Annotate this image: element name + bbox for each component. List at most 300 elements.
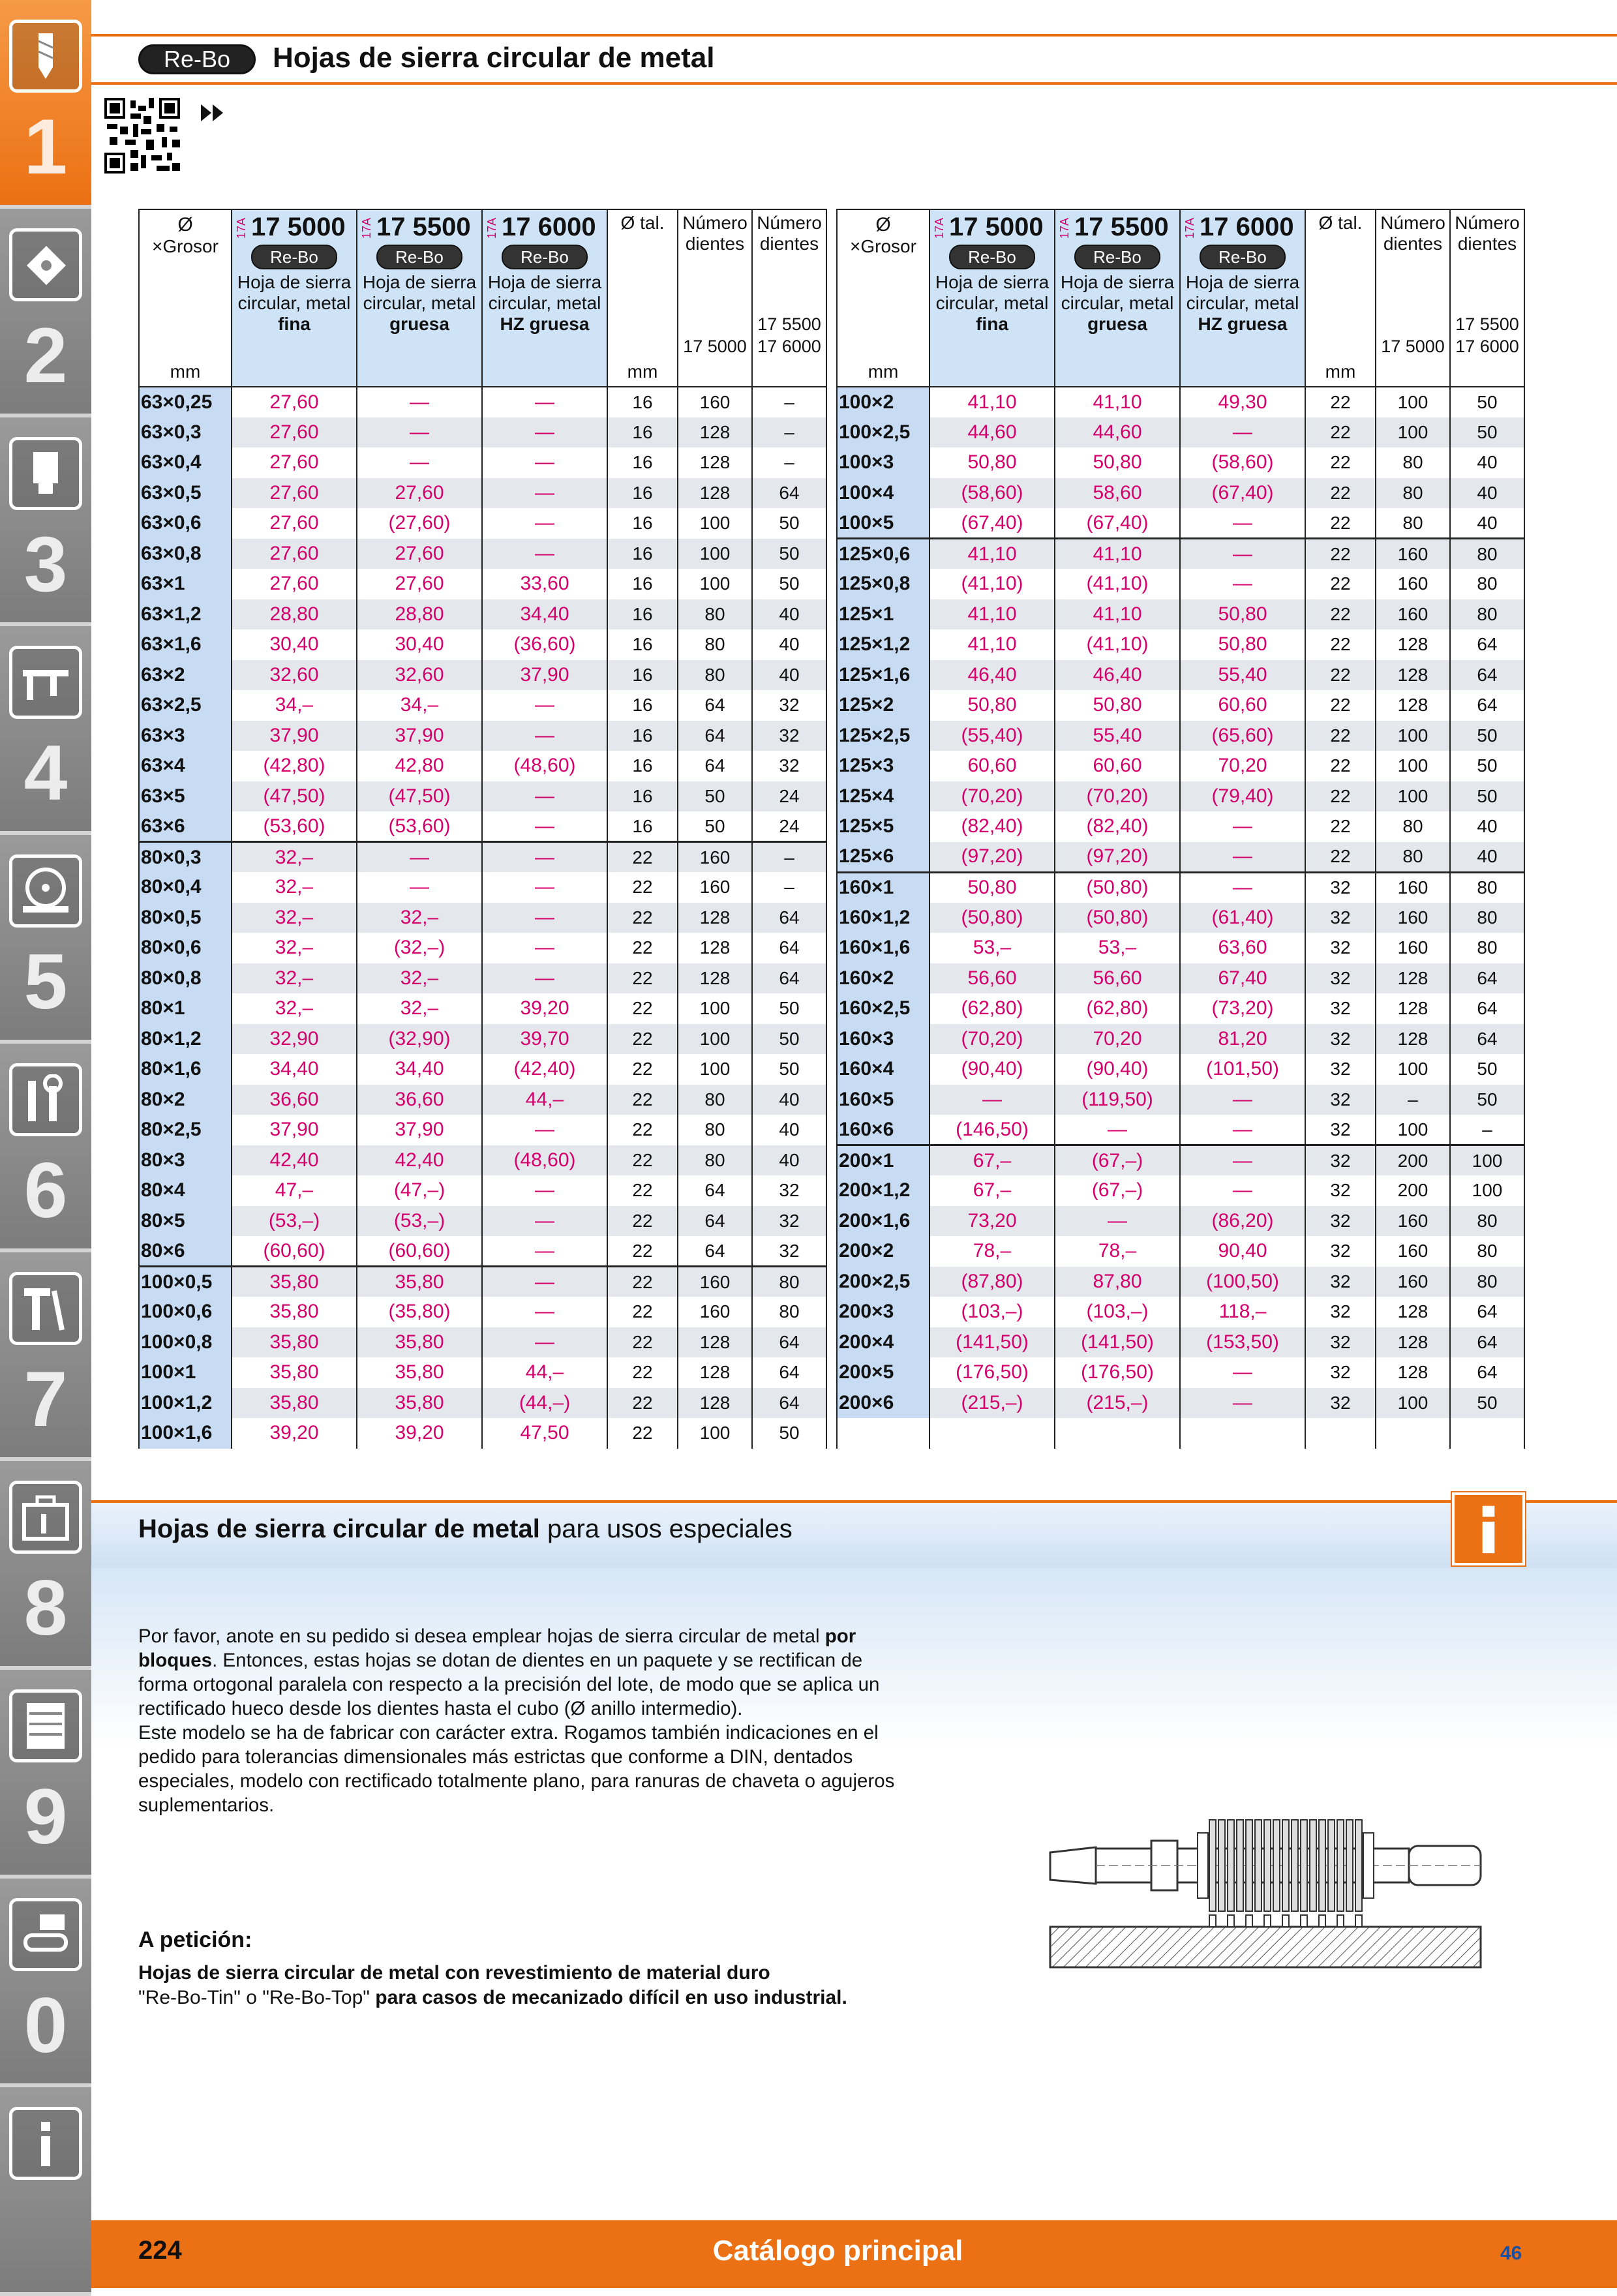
saw-blade-gang-drawing [1044,1787,1500,1970]
price-fina-cell: 27,60 [232,417,357,448]
price-fina-cell: 50,80 [929,690,1055,721]
price-fina-cell: 36,60 [232,1085,357,1115]
table-row[interactable] [837,690,1524,721]
table-row[interactable] [837,387,1524,417]
size-cell: 160×2,5 [837,993,929,1024]
table-row[interactable] [139,1175,826,1206]
bore-cell: 22 [607,1115,678,1145]
table-row[interactable] [837,811,1524,842]
price-fina-cell: (62,80) [929,993,1055,1024]
product-code: 17 5000 [949,213,1044,241]
teeth-a-cell: 128 [1376,963,1450,994]
table-row[interactable] [837,721,1524,751]
table-row[interactable] [139,963,826,994]
table-row[interactable] [139,660,826,691]
empty-cell [837,1418,929,1449]
bore-cell: 32 [1305,903,1376,933]
price-hz-gruesa-cell: 70,20 [1180,751,1305,781]
chapter-number: 1 [23,103,68,190]
size-cell: 63×1,6 [139,629,232,660]
table-row[interactable] [139,539,826,569]
teeth-b-cell: 64 [752,478,826,509]
table-row[interactable] [139,508,826,539]
size-cell: 125×0,8 [837,569,929,599]
price-fina-cell: — [929,1085,1055,1115]
teeth-a-cell: 128 [678,903,752,933]
col-size-header [139,209,232,387]
table-row[interactable] [139,1267,826,1297]
desc-line: Hoja de sierra [237,272,352,292]
teeth-b-cell: – [752,842,826,873]
price-gruesa-cell: 44,60 [1055,417,1180,448]
table-row[interactable] [837,629,1524,660]
teeth-b-cell: 40 [1450,811,1524,842]
desc-variant: fina [278,314,310,334]
table-row[interactable] [837,1175,1524,1206]
chapter-tab-8[interactable] [0,1461,91,1670]
table-row[interactable] [837,1024,1524,1055]
table-row[interactable] [837,993,1524,1024]
price-hz-gruesa-cell: (100,50) [1180,1267,1305,1297]
price-gruesa-cell: 32,60 [357,660,482,691]
size-cell: 200×6 [837,1388,929,1419]
size-cell: 100×2,5 [837,417,929,448]
teeth-a-cell: 160 [1376,539,1450,569]
table-row[interactable] [837,872,1524,903]
table-row[interactable] [139,1236,826,1267]
bore-cell: 22 [1305,629,1376,660]
table-row[interactable] [139,1327,826,1358]
bore-cell: 32 [1305,1085,1376,1115]
table-row[interactable] [837,1236,1524,1267]
price-gruesa-cell: (50,80) [1055,872,1180,903]
price-hz-gruesa-cell: — [1180,417,1305,448]
table-body-left [139,387,826,1449]
price-hz-gruesa-cell: — [482,1206,607,1237]
table-row[interactable] [139,417,826,448]
teeth-b-cell: 32 [752,1175,826,1206]
chapter-number: 3 [23,521,68,608]
col-product-gruesa[interactable] [357,209,482,387]
bore-cell: 16 [607,751,678,781]
request-heading: A petición: [138,1927,252,1952]
price-fina-cell: 42,40 [232,1145,357,1176]
table-row[interactable] [837,1327,1524,1358]
teeth-a-cell: 160 [1376,1206,1450,1237]
table-row[interactable] [837,1054,1524,1085]
price-fina-cell: (90,40) [929,1054,1055,1085]
price-hz-gruesa-cell: — [1180,1145,1305,1176]
size-cell: 80×1,2 [139,1024,232,1055]
info-paragraph-1 [138,1624,895,1721]
chapter-number: 6 [23,1147,68,1234]
teeth-b-cell: 80 [1450,539,1524,569]
price-fina-cell: 32,– [232,993,357,1024]
price-fina-cell: (70,20) [929,1024,1055,1055]
chapter-number: 0 [23,1982,68,2069]
pliers-icon [9,1272,82,1345]
table-row[interactable] [139,1024,826,1055]
brand-badge: Re-Bo [376,245,462,269]
table-row[interactable] [139,478,826,509]
table-row[interactable] [837,660,1524,691]
teeth-b-cell: 24 [752,781,826,812]
price-gruesa-cell: (67,–) [1055,1145,1180,1176]
table-row[interactable] [139,1206,826,1237]
table-row[interactable] [837,417,1524,448]
teeth-a-cell: 100 [1376,1388,1450,1419]
chapter-sidebar [0,0,91,2288]
chapter-tab-2[interactable] [0,209,91,417]
teeth-label: Número [1380,213,1445,233]
table-row[interactable] [139,903,826,933]
table-row[interactable] [139,1054,826,1085]
table-row[interactable] [837,508,1524,539]
col-product-hz-gruesa[interactable] [1180,209,1305,387]
caliper-icon [9,646,82,719]
table-row[interactable] [837,1388,1524,1419]
price-fina-cell: (70,20) [929,781,1055,812]
bore-cell: 22 [1305,508,1376,539]
teeth-a-cell: 64 [678,721,752,751]
bore-cell: 22 [607,1236,678,1267]
chapter-number: 2 [23,312,68,399]
table-row[interactable] [837,903,1524,933]
size-cell: 80×1,6 [139,1054,232,1085]
desc-line: Hoja de sierra [935,272,1050,292]
qr-code-icon[interactable] [104,98,180,174]
price-fina-cell: 67,– [929,1145,1055,1176]
chapter-number: 4 [23,729,68,817]
teeth-b-cell: 50 [752,569,826,599]
grinding-disc-icon [9,854,82,928]
price-gruesa-cell: (67,40) [1055,508,1180,539]
teeth-b-cell: 80 [1450,599,1524,630]
desc-line: circular, metal [237,293,351,313]
info-title-rest: para usos especiales [539,1515,793,1543]
price-hz-gruesa-cell: 39,70 [482,1024,607,1055]
chapter-tab-5[interactable] [0,835,91,1044]
price-fina-cell: (176,50) [929,1357,1055,1388]
price-gruesa-cell: 41,10 [1055,539,1180,569]
price-hz-gruesa-cell: — [482,872,607,903]
table-row[interactable] [837,1145,1524,1176]
teeth-b-cell: – [752,387,826,417]
teeth-b-cell: 80 [752,1297,826,1327]
price-hz-gruesa-cell: (79,40) [1180,781,1305,812]
teeth-b-cell: 50 [1450,751,1524,781]
bore-cell: 22 [1305,660,1376,691]
bore-cell: 22 [1305,721,1376,751]
table-row[interactable] [837,781,1524,812]
teeth-a-cell: 128 [1376,629,1450,660]
price-gruesa-cell: (62,80) [1055,993,1180,1024]
price-fina-cell: (53,–) [232,1206,357,1237]
col-teeth-a-header [1376,209,1450,387]
table-row[interactable] [139,690,826,721]
price-fina-cell: 27,60 [232,478,357,509]
unit-label: mm [627,361,658,382]
price-fina-cell: (53,60) [232,811,357,842]
teeth-b-cell: 50 [752,508,826,539]
size-cell: 100×3 [837,447,929,478]
teeth-b-cell: 40 [1450,447,1524,478]
teeth-a-cell: 100 [1376,387,1450,417]
chapter-number: 9 [23,1773,68,1860]
size-cell: 100×2 [837,387,929,417]
bore-cell: 22 [607,872,678,903]
teeth-a-cell: 160 [1376,1236,1450,1267]
table-row[interactable] [837,751,1524,781]
price-gruesa-cell: (41,10) [1055,569,1180,599]
header-rule-top [91,34,1617,37]
chapter-number: 7 [23,1355,68,1443]
table-row[interactable] [139,1357,826,1388]
desc-line: circular, metal [363,293,476,313]
version-tag: 17A [485,218,498,239]
cutting-insert-icon [9,228,82,301]
price-gruesa-cell: (90,40) [1055,1054,1180,1085]
size-cell: 125×3 [837,751,929,781]
teeth-b-cell: – [752,417,826,448]
table-row[interactable] [139,842,826,873]
bore-cell: 22 [607,1024,678,1055]
size-cell: 63×6 [139,811,232,842]
teeth-b-cell: 64 [1450,1327,1524,1358]
table-header-row [139,209,826,387]
desc-line: Hoja de sierra [1060,272,1175,292]
teeth-a-cell: 80 [678,660,752,691]
toolbox-icon [9,1481,82,1554]
size-cell: 200×4 [837,1327,929,1358]
teeth-code: 17 5500 [1455,314,1519,334]
table-row[interactable] [139,811,826,842]
table-row[interactable] [139,933,826,963]
price-fina-cell: 78,– [929,1236,1055,1267]
table-row[interactable] [837,1357,1524,1388]
info-icon[interactable] [1452,1492,1525,1565]
teeth-a-cell: 160 [1376,872,1450,903]
teeth-a-cell: 160 [1376,569,1450,599]
desc-variant: HZ gruesa [1198,314,1288,334]
price-fina-cell: 50,80 [929,447,1055,478]
table-row[interactable] [139,721,826,751]
table-row[interactable] [139,569,826,599]
size-cell: 63×1,2 [139,599,232,630]
teeth-b-cell: 40 [752,629,826,660]
teeth-b-cell: 40 [1450,508,1524,539]
bore-cell: 22 [1305,811,1376,842]
price-hz-gruesa-cell: — [1180,872,1305,903]
table-row[interactable] [837,569,1524,599]
table-row[interactable] [139,872,826,903]
price-fina-cell: 32,– [232,963,357,994]
price-hz-gruesa-cell: — [482,842,607,873]
bore-cell: 22 [1305,690,1376,721]
bore-cell: 22 [607,1357,678,1388]
unit-label: mm [170,361,201,382]
fast-forward-icon[interactable] [200,103,226,123]
size-cell: 63×0,5 [139,478,232,509]
table-row[interactable] [139,781,826,812]
price-gruesa-cell: 27,60 [357,569,482,599]
chapter-tab-4[interactable] [0,626,91,835]
brand-badge: Re-Bo [1074,245,1160,269]
size-cell: 63×0,3 [139,417,232,448]
table-row[interactable] [837,1085,1524,1115]
table-row[interactable] [837,1206,1524,1237]
teeth-code: 17 5500 [757,314,821,334]
table-row[interactable] [139,1085,826,1115]
table-row[interactable] [139,1297,826,1327]
teeth-b-cell: 64 [752,903,826,933]
price-fina-cell: 41,10 [929,599,1055,630]
price-hz-gruesa-cell: 34,40 [482,599,607,630]
teeth-b-cell: 40 [752,660,826,691]
price-fina-cell: 35,80 [232,1357,357,1388]
table-row[interactable] [837,478,1524,509]
price-gruesa-cell: 41,10 [1055,387,1180,417]
table-row[interactable] [139,1115,826,1145]
table-row[interactable] [139,1145,826,1176]
teeth-a-cell: 100 [678,1418,752,1449]
teeth-b-cell: 80 [1450,872,1524,903]
col-product-hz-gruesa[interactable] [482,209,607,387]
bore-cell: 16 [607,417,678,448]
col-product-gruesa[interactable] [1055,209,1180,387]
table-row[interactable] [139,993,826,1024]
chapter-tab-7[interactable] [0,1252,91,1461]
table-row[interactable] [837,539,1524,569]
table-row[interactable] [139,1388,826,1419]
table-row[interactable] [837,842,1524,873]
teeth-b-cell: 100 [1450,1145,1524,1176]
size-cell: 100×1,6 [139,1418,232,1449]
chapter-tab-0[interactable] [0,1879,91,2087]
price-fina-cell: (215,–) [929,1388,1055,1419]
empty-cell [1376,1418,1450,1449]
bore-cell: 32 [1305,1388,1376,1419]
size-cell: 200×1,2 [837,1175,929,1206]
teeth-b-cell: 64 [752,933,826,963]
teeth-a-cell: 200 [1376,1175,1450,1206]
text-run-bold: para casos de mecanizado difícil en uso industrial. [369,1987,847,2008]
price-fina-cell: 32,– [232,933,357,963]
price-gruesa-cell: 50,80 [1055,690,1180,721]
chapter-tab-1[interactable] [0,0,91,209]
teeth-a-cell: 128 [1376,1297,1450,1327]
bore-cell: 32 [1305,1297,1376,1327]
price-gruesa-cell: (82,40) [1055,811,1180,842]
price-hz-gruesa-cell: — [1180,569,1305,599]
table-row[interactable] [837,933,1524,963]
teeth-a-cell: 80 [678,629,752,660]
teeth-code: 17 5000 [1381,337,1445,356]
table-row[interactable] [837,1267,1524,1297]
table-row[interactable] [139,387,826,417]
table-row[interactable] [837,1115,1524,1145]
chapter-tab-3[interactable] [0,417,91,626]
price-gruesa-cell: 35,80 [357,1327,482,1358]
version-tag: 17A [360,218,373,239]
price-fina-cell: 41,10 [929,387,1055,417]
empty-cell [1180,1418,1305,1449]
size-cell: 100×1 [139,1357,232,1388]
price-gruesa-cell: 30,40 [357,629,482,660]
table-row[interactable] [139,629,826,660]
col-product-fina[interactable] [232,209,357,387]
table-row[interactable] [139,1418,826,1449]
teeth-b-cell: 50 [1450,1388,1524,1419]
price-fina-cell: (50,80) [929,903,1055,933]
price-fina-cell: (103,–) [929,1297,1055,1327]
price-gruesa-cell: — [357,447,482,478]
bore-cell: 22 [607,1327,678,1358]
teeth-code: 17 6000 [757,337,821,356]
teeth-b-cell: 40 [752,1115,826,1145]
desc-line: circular, metal [1186,293,1299,313]
bore-cell: 22 [607,842,678,873]
teeth-b-cell: 24 [752,811,826,842]
size-cell: 80×0,3 [139,842,232,873]
bore-cell: 32 [1305,1206,1376,1237]
safety-icon [9,1898,82,1971]
price-fina-cell: 32,90 [232,1024,357,1055]
teeth-a-cell: – [1376,1085,1450,1115]
chapter-tab-6[interactable] [0,1044,91,1252]
teeth-b-cell: 64 [752,1357,826,1388]
cabinet-icon [9,1689,82,1762]
table-row[interactable] [139,751,826,781]
table-row[interactable] [837,963,1524,994]
price-gruesa-cell: 37,90 [357,1115,482,1145]
size-cell: 125×6 [837,842,929,873]
table-row[interactable] [837,1297,1524,1327]
table-row[interactable] [139,447,826,478]
price-hz-gruesa-cell: — [482,1327,607,1358]
size-cell: 63×0,4 [139,447,232,478]
price-fina-cell: 35,80 [232,1267,357,1297]
price-fina-cell: (97,20) [929,842,1055,873]
desc-line: circular, metal [935,293,1049,313]
chapter-tab-9[interactable] [0,1670,91,1879]
price-gruesa-cell: 87,80 [1055,1267,1180,1297]
price-hz-gruesa-cell: — [482,478,607,509]
teeth-a-cell: 100 [678,569,752,599]
price-hz-gruesa-cell: — [1180,811,1305,842]
teeth-label: dientes [1457,234,1517,254]
price-fina-cell: (146,50) [929,1115,1055,1145]
teeth-b-cell: 64 [1450,1297,1524,1327]
teeth-code: 17 5000 [683,337,747,356]
info-title-bold: Hojas de sierra circular de metal [138,1515,540,1543]
table-row[interactable] [837,599,1524,630]
table-row[interactable] [837,447,1524,478]
teeth-a-cell: 160 [1376,933,1450,963]
size-cell: 125×1 [837,599,929,630]
table-row[interactable] [139,599,826,630]
teeth-b-cell: 64 [1450,690,1524,721]
price-fina-cell: 32,– [232,903,357,933]
teeth-a-cell: 128 [678,417,752,448]
product-code: 17 5500 [1074,213,1169,241]
price-hz-gruesa-cell: — [482,903,607,933]
teeth-a-cell: 100 [1376,1115,1450,1145]
price-fina-cell: 35,80 [232,1327,357,1358]
size-cell: 80×2 [139,1085,232,1115]
col-product-fina[interactable] [929,209,1055,387]
teeth-b-cell: 80 [1450,903,1524,933]
